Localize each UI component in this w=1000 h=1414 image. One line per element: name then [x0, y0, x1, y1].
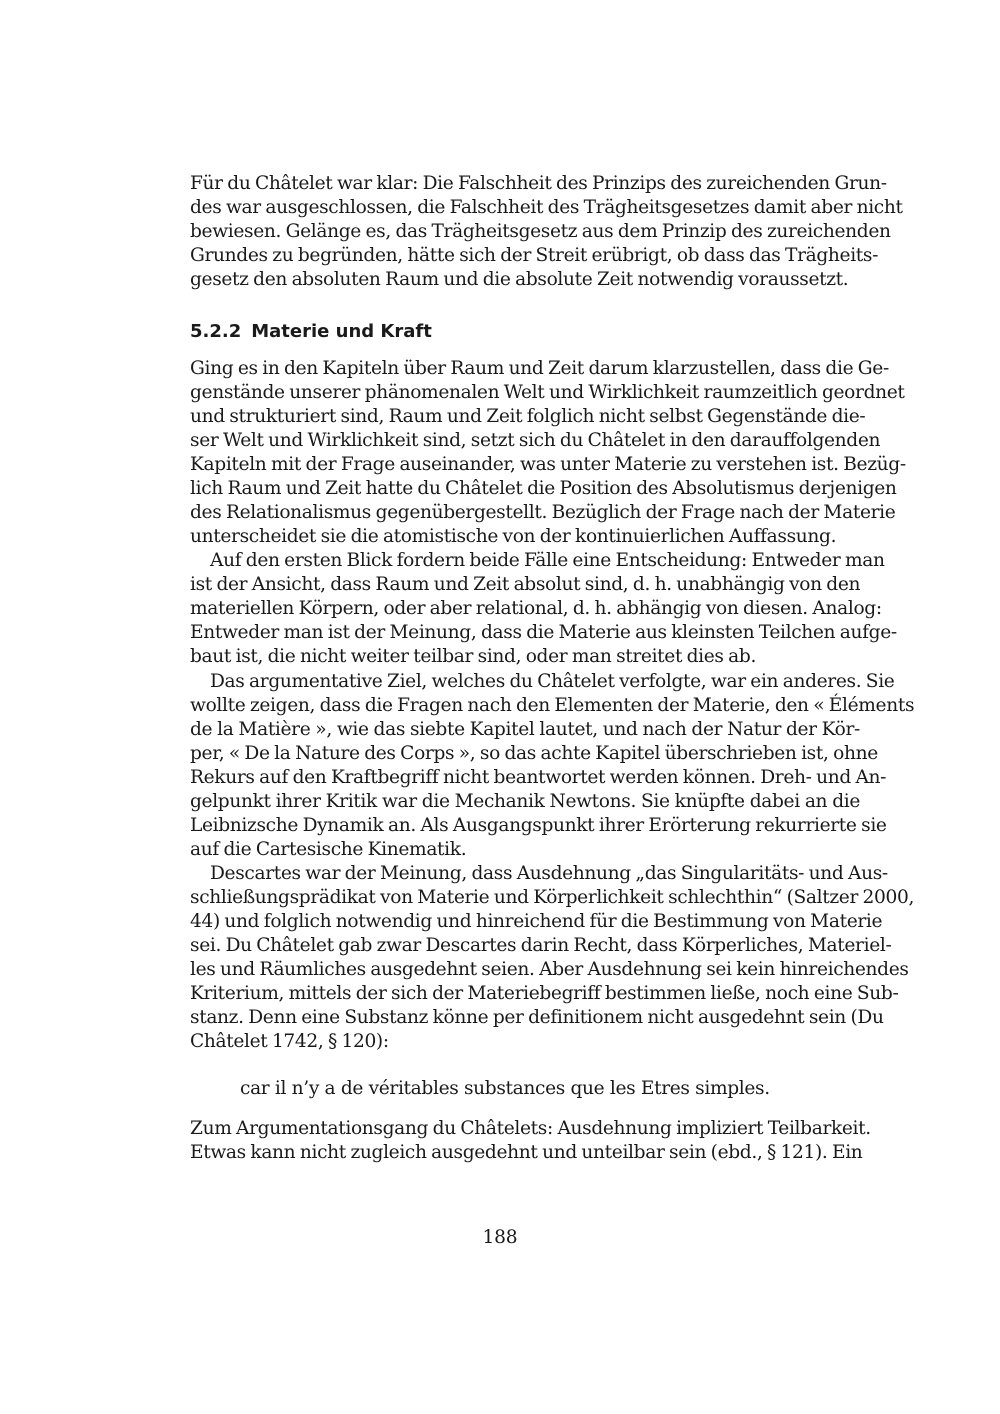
text-line: lich Raum und Zeit hatte du Châtelet die Position des Absolutismus derjenigen	[190, 478, 897, 499]
text-line: des Relationalismus gegenübergestellt. Bezüglich der Frage nach der Materie	[190, 502, 896, 523]
text-line: Für du Châtelet war klar: Die Falschheit des Prinzips des zureichenden Grun-	[190, 173, 887, 194]
text-line: Rekurs auf den Kraftbegriff nicht beantwortet werden können. Dreh- und An-	[190, 767, 887, 788]
text-line: Descartes war der Meinung, dass Ausdehnung „das Singularitäts- und Aus-	[210, 863, 888, 884]
text-line: Leibnizsche Dynamik an. Als Ausgangspunkt ihrer Erörterung rekurrierte sie	[190, 815, 887, 836]
section-number: 5.2.2	[190, 321, 242, 342]
text-line: per, « De la Nature des Corps », so das achte Kapitel überschrieben ist, ohne	[190, 743, 878, 764]
text-line: Auf den ersten Blick fordern beide Fälle eine Entscheidung: Entweder man	[210, 550, 885, 571]
section-title: Materie und Kraft	[251, 321, 432, 342]
text-line: auf die Cartesische Kinematik.	[190, 839, 467, 860]
text-line: schließungsprädikat von Materie und Körperlichkeit schlechthin“ (Saltzer 2000,	[190, 887, 915, 908]
block-quote: car il n’y a de véritables substances que les Etres simples.	[240, 1078, 770, 1099]
text-line: Etwas kann nicht zugleich ausgedehnt und unteilbar sein (ebd., § 121). Ein	[190, 1142, 863, 1163]
text-line: Kapiteln mit der Frage auseinander, was unter Materie zu verstehen ist. Bezüg-	[190, 454, 906, 475]
text-line: stanz. Denn eine Substanz könne per definitionem nicht ausgedehnt sein (Du	[190, 1007, 884, 1028]
page-number: 188	[482, 1227, 518, 1248]
text-line: des war ausgeschlossen, die Falschheit des Trägheitsgesetzes damit aber nicht	[190, 197, 903, 218]
text-line: sei. Du Châtelet gab zwar Descartes darin Recht, dass Körperliches, Materiel-	[190, 935, 892, 956]
text-line: unterscheidet sie die atomistische von der kontinuierlichen Auffassung.	[190, 526, 837, 547]
text-line: Grundes zu begründen, hätte sich der Streit erübrigt, ob dass das Trägheits-	[190, 245, 879, 266]
text-line: gelpunkt ihrer Kritik war die Mechanik Newtons. Sie knüpfte dabei an die	[190, 791, 860, 812]
text-line: Ging es in den Kapiteln über Raum und Zeit darum klarzustellen, dass die Ge-	[190, 358, 889, 379]
text-line: bewiesen. Gelänge es, das Trägheitsgesetz aus dem Prinzip des zureichenden	[190, 221, 891, 242]
text-line: ist der Ansicht, dass Raum und Zeit absolut sind, d. h. unabhängig von den	[190, 574, 861, 595]
text-line: 44) und folglich notwendig und hinreichend für die Bestimmung von Materie	[190, 911, 883, 932]
text-line: gesetz den absoluten Raum und die absolute Zeit notwendig voraussetzt.	[190, 269, 849, 290]
text-line: materiellen Körpern, oder aber relational, d. h. abhängig von diesen. Analog:	[190, 598, 882, 619]
text-line: Das argumentative Ziel, welches du Châtelet verfolgte, war ein anderes. Sie	[210, 671, 895, 692]
text-line: ser Welt und Wirklichkeit sind, setzt sich du Châtelet in den darauffolgenden	[190, 430, 881, 451]
text-line: baut ist, die nicht weiter teilbar sind, oder man streitet dies ab.	[190, 646, 757, 667]
text-line: und strukturiert sind, Raum und Zeit folglich nicht selbst Gegenstände die-	[190, 406, 866, 427]
text-line: Châtelet 1742, § 120):	[190, 1031, 389, 1052]
text-line: les und Räumliches ausgedehnt seien. Aber Ausdehnung sei kein hinreichendes	[190, 959, 909, 980]
text-line: Kriterium, mittels der sich der Materiebegriff bestimmen ließe, noch eine Sub-	[190, 983, 899, 1004]
text-line: genstände unserer phänomenalen Welt und Wirklichkeit raumzeitlich geordnet	[190, 382, 905, 403]
text-line: wollte zeigen, dass die Fragen nach den Elementen der Materie, den « Éléments	[190, 695, 915, 716]
text-line: Entweder man ist der Meinung, dass die Materie aus kleinsten Teilchen aufge-	[190, 622, 897, 643]
text-line: Zum Argumentationsgang du Châtelets: Ausdehnung impliziert Teilbarkeit.	[190, 1118, 871, 1139]
section-heading	[190, 320, 432, 344]
text-line: de la Matière », wie das siebte Kapitel lautet, und nach der Natur der Kör-	[190, 719, 860, 740]
